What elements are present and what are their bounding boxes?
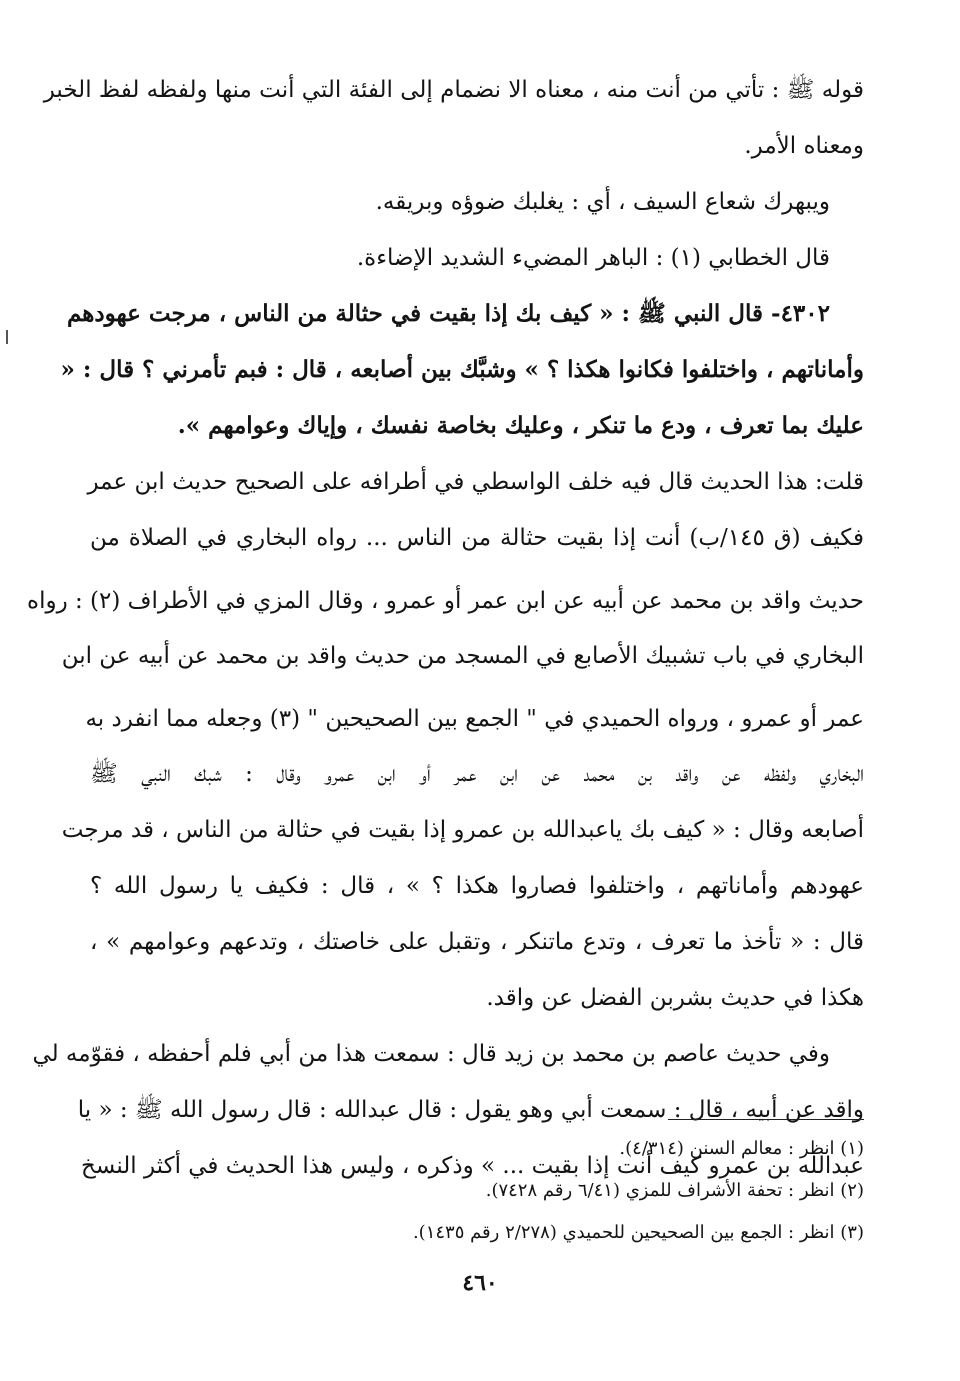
body-line: ويبهرك شعاع السيف ، أي : يغلبك ضوؤه وبريقه. xyxy=(375,189,830,215)
body-line: أصابعه وقال : « كيف بك ياعبدالله بن عمرو إذا بقيت في حثالة من الناس ، قد مرجت xyxy=(61,817,864,843)
body-line: حديث واقد بن محمد عن أبيه عن ابن عمر أو عمرو ، وقال المزي في الأطراف (٢) : رواه xyxy=(27,588,864,614)
main-text-body xyxy=(27,62,864,1194)
body-line: قال الخطابي (١) : الباهر المضيء الشديد الإضاءة. xyxy=(356,245,830,271)
footnotes xyxy=(164,1128,864,1254)
body-line: ومعناه الأمر. xyxy=(744,133,864,159)
hadith-line: ٤٣٠٢- قال النبي ﷺ : « كيف بك إذا بقيت في حثالة من الناس ، مرجت عهودهم xyxy=(66,300,830,327)
body-line: قوله ﷺ : تأتي من أنت منه ، معناه الا نضمام إلى الفئة التي أنت منها ولفظه لفظ الخبر xyxy=(43,77,864,103)
hadith-line: وأماناتهم ، واختلفوا فكانوا هكذا ؟ » وشبَّك بين أصابعه ، قال : فبم تأمرني ؟ قال : « xyxy=(60,356,864,383)
body-line: هكذا في حديث بشربن الفضل عن واقد. xyxy=(486,985,864,1011)
page-number: ٤٦٠ xyxy=(462,1270,498,1296)
footnote-separator xyxy=(668,1119,864,1120)
body-line: عمر أو عمرو ، ورواه الحميدي في " الجمع بين الصحيحين " (٣) وجعله مما انفرد به xyxy=(85,706,864,732)
body-line: واقد عن أبيه ، قال : سمعت أبي وهو يقول : قال عبدالله : قال رسول الله ﷺ : « يا xyxy=(77,1097,864,1123)
footnote: (٣) انظر : الجمع بين الصحيحين للحميدي (٢/٢٧٨ رقم ١٤٣٥). xyxy=(412,1222,864,1243)
body-line: وفي حديث عاصم بن محمد بن زيد قال : سمعت هذا من أبي فلم أحفظه ، فقوّمه لي xyxy=(32,1041,830,1067)
margin-mark xyxy=(6,330,8,344)
body-line: البخاري ولفظه عن واقد بن محمد عن ابن عمر أو ابن عمرو وقال : شبك النبي ﷺ xyxy=(90,761,864,787)
footnote: (١) انظر : معالم السنن (٤/٣١٤). xyxy=(619,1138,864,1159)
body-line: قلت: هذا الحديث قال فيه خلف الواسطي في أطرافه على الصحيح حديث ابن عمر xyxy=(87,469,864,495)
body-line: قال : « تأخذ ما تعرف ، وتدع ماتنكر ، وتقبل على خاصتك ، وتدعهم وعوامهم » ، xyxy=(90,929,864,955)
body-line: عهودهم وأماناتهم ، واختلفوا فصاروا هكذا ؟ » ، قال : فكيف يا رسول الله ؟ xyxy=(90,873,864,899)
body-line: فكيف (ق ١٤٥/ب) أنت إذا بقيت حثالة من الناس ... رواه البخاري في الصلاة من xyxy=(90,525,864,551)
body-line: عبدالله بن عمرو كيف أنت إذا بقيت ... » وذكره ، وليس هذا الحديث في أكثر النسخ xyxy=(80,1153,864,1179)
body-line: البخاري في باب تشبيك الأصابع في المسجد من حديث واقد بن محمد عن أبيه عن ابن xyxy=(61,643,864,669)
hadith-line: عليك بما تعرف ، ودع ما تنكر ، وعليك بخاصة نفسك ، وإياك وعوامهم ». xyxy=(177,412,864,439)
footnote: (٢) انظر : تحفة الأشراف للمزي (٦/٤١ رقم ٧٤٢٨). xyxy=(485,1180,864,1201)
